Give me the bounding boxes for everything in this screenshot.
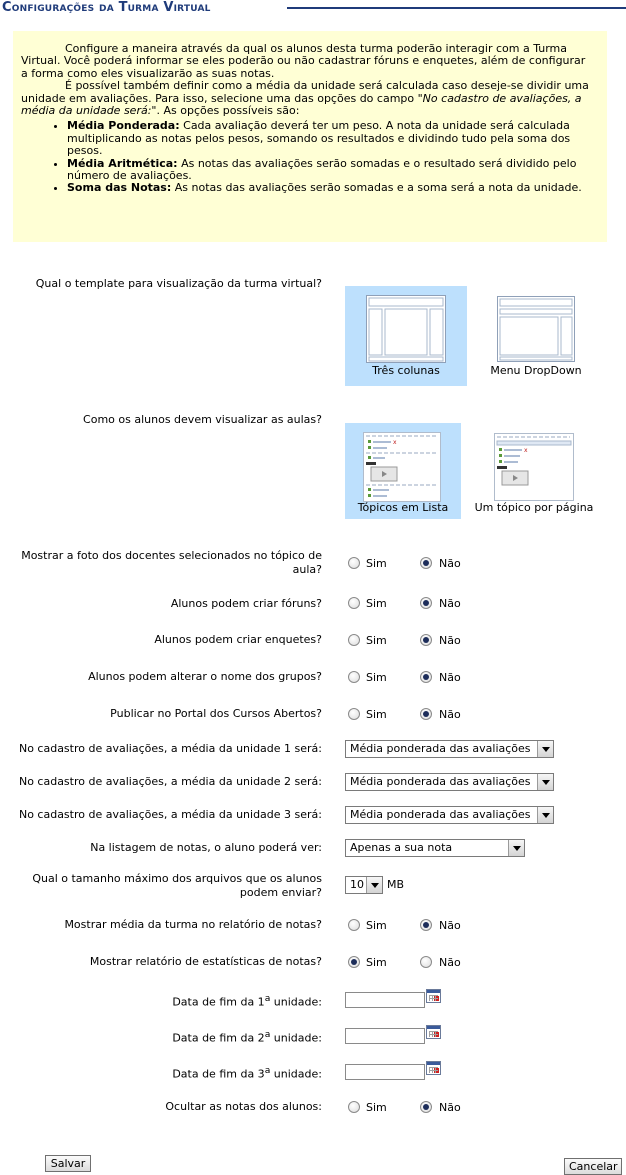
chevron-down-icon [508,840,524,856]
foto-docentes-nao-radio[interactable] [420,557,432,569]
media-unidade-2-label: No cadastro de avaliações, a média da unidade 2 será: [18,775,322,788]
media-unidade-3-label: No cadastro de avaliações, a média da unidade 3 será: [18,808,322,821]
portal-cursos-nao-radio[interactable] [420,708,432,720]
sim-label: Sim [366,919,387,932]
template-option-label: Três colunas [372,364,440,377]
sim-label: Sim [366,557,387,570]
nao-label: Não [439,956,461,969]
alterar-grupos-sim-radio[interactable] [348,671,360,683]
sim-label: Sim [366,1101,387,1114]
template-option-menu-dropdown[interactable] [479,286,593,386]
aulas-option-um-topico-por-pagina[interactable] [471,423,597,519]
media-unidade-3-select[interactable]: Média ponderada das avaliações [345,806,554,824]
nao-label: Não [439,919,461,932]
template-option-label: Menu DropDown [490,364,582,377]
template-question: Qual o template para visualização da turma virtual? [35,277,322,290]
nao-label: Não [439,671,461,684]
estatisticas-label: Mostrar relatório de estatísticas de notas? [89,955,322,968]
sim-label: Sim [366,708,387,721]
nao-label: Não [439,708,461,721]
chevron-down-icon [537,774,553,790]
three-column-layout-icon [366,295,446,363]
sim-label: Sim [366,597,387,610]
estatisticas-nao-radio[interactable] [420,956,432,968]
sim-label: Sim [366,634,387,647]
field-reference: "No cadastro de avaliações, a média da unidade será:" [21,91,582,118]
topic-list-icon [363,432,441,502]
portal-cursos-sim-radio[interactable] [348,708,360,720]
data-fim-unidade-1-label: Data de fim da 1$^a$ unidade: [172,993,322,1009]
foto-docentes-sim-radio[interactable] [348,557,360,569]
data-fim-unidade-3-label: Data de fim da 3$^a$ unidade: [172,1065,322,1081]
page-header [0,0,626,16]
portal-cursos-label: Publicar no Portal dos Cursos Abertos? [110,707,322,720]
criar-enquetes-label: Alunos podem criar enquetes? [154,633,322,646]
save-button[interactable]: Salvar [45,1155,91,1172]
listagem-notas-label: Na listagem de notas, o aluno poderá ver: [90,841,322,854]
ocultar-notas-nao-radio[interactable] [420,1101,432,1113]
instructions-paragraph-2: É possível também definir como a média da unidade será calculada caso deseje-se dividir uma unidade em avaliações. Para isso, selecione uma das opções do campo "No cadastro de avaliações, a média da unidade será:". As opções possíveis são: [21,79,589,118]
list-item: • Soma das Notas: As notas das avaliações serão somadas e a soma será a nota da unidade. [67,182,589,194]
foto-docentes-label: Mostrar a foto dos docentes selecionados no tópico de aula? [21,549,322,576]
nao-label: Não [439,597,461,610]
criar-enquetes-sim-radio[interactable] [348,634,360,646]
criar-foruns-sim-radio[interactable] [348,597,360,609]
alterar-grupos-nao-radio[interactable] [420,671,432,683]
instructions-paragraph-1: Configure a maneira através da qual os alunos desta turma poderão interagir com a Turma Virtual. Você poderá informar se eles poderão ou não cadastrar fóruns e enquetes, além de configurar a forma como eles visualizarão as suas notas. [21,42,586,80]
page-title: Configurações da Turma Virtual [2,0,211,15]
aulas-option-label: Tópicos em Lista [357,501,449,514]
nao-label: Não [439,1101,461,1114]
nao-label: Não [439,634,461,647]
calendar-icon[interactable] [426,989,441,1003]
media-unidade-1-label: No cadastro de avaliações, a média da unidade 1 será: [18,742,322,755]
aulas-option-topicos-em-lista[interactable] [345,423,461,519]
alterar-grupos-label: Alunos podem alterar o nome dos grupos? [88,670,322,683]
chevron-down-icon [366,877,382,893]
chevron-down-icon [537,741,553,757]
svg-text:x: x [524,447,528,454]
svg-text:x: x [393,439,397,446]
listagem-notas-select[interactable]: Apenas a sua nota [345,839,525,857]
dropdown-layout-icon [497,296,575,362]
topic-page-icon [494,433,574,501]
media-turma-label: Mostrar média da turma no relatório de notas? [64,918,322,931]
estatisticas-sim-radio[interactable] [348,956,360,968]
media-turma-sim-radio[interactable] [348,919,360,931]
data-fim-unidade-2-input[interactable] [345,1028,425,1044]
tamanho-arquivos-label: Qual o tamanho máximo dos arquivos que os alunos podem enviar? [32,872,322,899]
instructions-box [13,31,607,242]
list-item: • Média Ponderada: Cada avaliação deverá ter um peso. A nota da unidade será calculada multiplicando as notas pelos pesos, somando os resultados e dividindo tudo pela soma dos pesos. [67,120,589,157]
criar-enquetes-nao-radio[interactable] [420,634,432,646]
ocultar-notas-sim-radio[interactable] [348,1101,360,1113]
media-unidade-2-select[interactable]: Média ponderada das avaliações [345,773,554,791]
template-option-tres-colunas[interactable] [345,286,467,386]
media-turma-nao-radio[interactable] [420,919,432,931]
data-fim-unidade-3-input[interactable] [345,1064,425,1080]
aulas-question: Como os alunos devem visualizar as aulas? [83,413,322,426]
media-unidade-1-select[interactable]: Média ponderada das avaliações [345,740,554,758]
tamanho-unit: MB [387,878,405,891]
calendar-icon[interactable] [426,1061,441,1075]
cancel-button[interactable]: Cancelar [564,1158,622,1175]
data-fim-unidade-2-label: Data de fim da 2$^a$ unidade: [172,1029,322,1045]
criar-foruns-label: Alunos podem criar fóruns? [170,597,322,610]
nao-label: Não [439,557,461,570]
list-item: • Média Aritmética: As notas das avaliações serão somadas e o resultado será dividido pelo número de avaliações. [67,158,589,183]
options-list [21,120,589,194]
tamanho-arquivos-select[interactable]: 10 [345,876,383,894]
sim-label: Sim [366,671,387,684]
title-divider [287,7,626,9]
aulas-option-label: Um tópico por página [474,501,594,514]
criar-foruns-nao-radio[interactable] [420,597,432,609]
chevron-down-icon [537,807,553,823]
ocultar-notas-label: Ocultar as notas dos alunos: [165,1100,322,1113]
data-fim-unidade-1-input[interactable] [345,992,425,1008]
sim-label: Sim [366,956,387,969]
calendar-icon[interactable] [426,1025,441,1039]
